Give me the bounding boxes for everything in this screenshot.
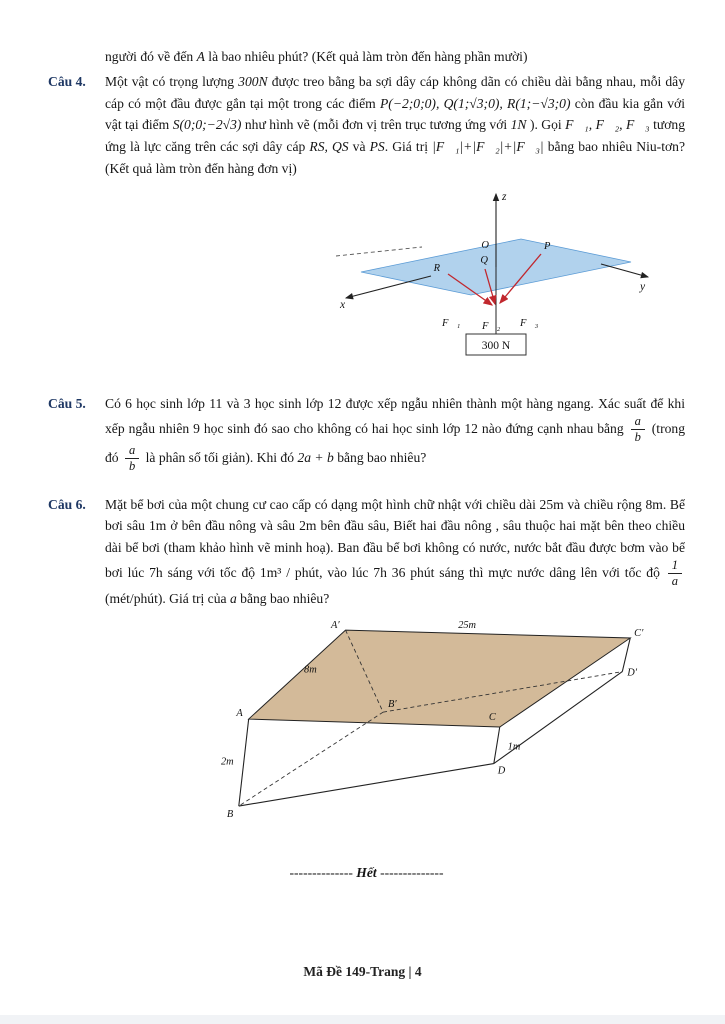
- force-2-label: F⃗₂: [482, 320, 501, 332]
- math-var: a: [229, 591, 237, 606]
- pool-diagram-figure: [220, 618, 650, 838]
- fraction-denominator: b: [634, 430, 641, 445]
- math-run: RS, QS: [309, 139, 349, 154]
- fraction-a-over-b: [631, 415, 645, 444]
- question-6-label: Câu 6.: [48, 496, 86, 512]
- force-diagram-figure: [336, 184, 656, 376]
- end-dashes-right: --------------: [380, 864, 444, 880]
- text-run: người đó về đến: [105, 49, 197, 64]
- text-run: còn đầu kia gắn với vật tại điểm: [105, 95, 686, 133]
- text-run: (mét/phút). Giá trị của: [105, 591, 230, 606]
- x-axis-label: x: [340, 298, 346, 311]
- question-4: [48, 71, 685, 180]
- weight-label: 300 N: [481, 339, 511, 352]
- page-footer: Mã Đề 149-Trang | 4: [303, 964, 422, 979]
- question-5-label: Câu 5.: [48, 396, 86, 412]
- fraction-numerator: a: [631, 415, 645, 430]
- vertex-a-label: A: [236, 707, 243, 719]
- text-run: là bao nhiêu phút? (Kết quả làm tròn đến hàng phần mười): [204, 49, 528, 64]
- math-run: |F⃗₁|+|F⃗₂|+|F⃗₃|: [432, 139, 544, 154]
- fraction-denominator: b: [129, 459, 136, 474]
- pool-top-face: [249, 630, 631, 727]
- vertex-b-top-label: B′: [388, 698, 397, 710]
- text-run: (trong đó: [105, 420, 685, 465]
- intro-line: [105, 46, 685, 68]
- y-axis-label: y: [640, 280, 646, 293]
- text-run: ). Gọi: [526, 117, 566, 133]
- edge-b-d: [239, 763, 494, 806]
- edge-a-b: [239, 719, 249, 806]
- fraction-1-over-a: [668, 559, 682, 588]
- text-run: là phân số tối giản). Khi đó: [142, 450, 298, 465]
- construction-dashed-line: [336, 247, 422, 256]
- width-label: 8m: [304, 664, 317, 676]
- text-run: như hình vẽ (mỗi đơn vị trên trục tương ứng với: [241, 117, 511, 133]
- text-run: bằng bao nhiêu?: [333, 450, 427, 465]
- edge-c-d: [494, 727, 500, 764]
- text-run: bằng bao nhiêu Niu-tơn? (Kết quả làm tròn đến hàng đơn vị): [105, 139, 685, 176]
- text-run: và: [348, 139, 370, 154]
- y-axis: [601, 264, 648, 277]
- deep-depth-label: 2m: [220, 756, 234, 768]
- math-var: A: [196, 49, 205, 64]
- vertex-c-label: C: [488, 711, 496, 723]
- fraction-denominator: a: [671, 573, 678, 588]
- fraction-a-over-b: [125, 444, 139, 473]
- vertex-d-top-label: D′: [627, 667, 638, 679]
- force-1-label: F⃗₁: [442, 317, 461, 329]
- end-word: Hết: [356, 864, 377, 880]
- point-p-label: P: [544, 240, 551, 252]
- text-run: bằng bao nhiêu?: [236, 591, 330, 606]
- text-run: Mặt bể bơi của một chung cư cao cấp có dạng một hình chữ nhật với chiều dài 25m và chiều rộng 8m. Bể bơi sâu 1m ở bên đầu nông và sâu 2m bên đầu sâu, Biết hai đầu nông , sâu thuộc hai mặt bên theo chiều dài bể bơi (tham khảo hình vẽ minh hoạ). Ban đầu bể bơi không có nước, nước bắt đầu được bơm vào bể bơi lúc 7h sáng với tốc độ 1m³ / phút, vào lúc 7h 36 phút sáng thì mực nước dâng lên với tốc độ: [105, 496, 685, 580]
- math-run: 1N: [510, 117, 527, 133]
- question-5-body: [105, 393, 685, 473]
- math-run: P(−2;0;0), Q(1;√3;0), R(1;−√3;0): [379, 95, 571, 111]
- origin-label: O: [481, 239, 489, 251]
- math-run: 2a + b: [297, 450, 334, 465]
- math-run: 300N: [238, 73, 268, 89]
- force-3-label: F⃗₃: [520, 317, 539, 329]
- force-diagram-svg: [336, 184, 656, 369]
- question-6-body: [105, 494, 685, 610]
- shallow-depth-label: 1m: [507, 741, 521, 753]
- text-run: Có 6 học sinh lớp 11 và 3 học sinh lớp 12 được xếp ngẫu nhiên thành một hàng ngang. Xác suất để khi xếp ngẫu nhiên 9 học sinh đó sao cho không có hai học sinh lớp 12 nào đứng cạnh nhau bằng: [105, 396, 685, 436]
- math-run: S(0;0;−2√3): [172, 117, 242, 133]
- math-run: PS: [369, 139, 385, 154]
- x-axis: [346, 276, 431, 298]
- text-run: . Giá trị: [384, 139, 433, 154]
- fraction-numerator: a: [125, 444, 139, 459]
- length-label: 25m: [458, 619, 477, 631]
- vertex-a-top-label: A′: [330, 619, 340, 631]
- pool-diagram-svg: [220, 618, 650, 831]
- text-run: Một vật có trọng lượng: [105, 73, 239, 89]
- end-dashes-left: --------------: [289, 864, 353, 880]
- page-bottom-strip: [0, 1015, 725, 1024]
- point-r-label: R: [433, 262, 440, 274]
- question-5: [48, 393, 685, 473]
- z-axis-label: z: [502, 190, 507, 203]
- text-run: được treo bằng ba sợi dây cáp không dãn có chiều dài bằng nhau, mỗi dây cáp có một đầu được gắn tại một trong các điểm: [105, 73, 686, 111]
- hidden-edge-btop-b: [239, 712, 383, 806]
- fraction-numerator: 1: [668, 559, 682, 574]
- vertex-b-label: B: [226, 808, 234, 820]
- point-q-label: Q: [480, 254, 488, 266]
- vertex-c-top-label: C′: [634, 627, 644, 639]
- question-6: [48, 494, 685, 610]
- text-run: tương ứng là lực căng trên các sợi dây cáp: [105, 117, 686, 154]
- question-4-label: Câu 4.: [48, 73, 86, 89]
- question-4-body: [105, 71, 685, 180]
- math-run: F⃗₁, F⃗₂, F⃗₃: [565, 117, 650, 133]
- end-marker: [48, 862, 685, 884]
- vertex-d-label: D: [497, 765, 506, 777]
